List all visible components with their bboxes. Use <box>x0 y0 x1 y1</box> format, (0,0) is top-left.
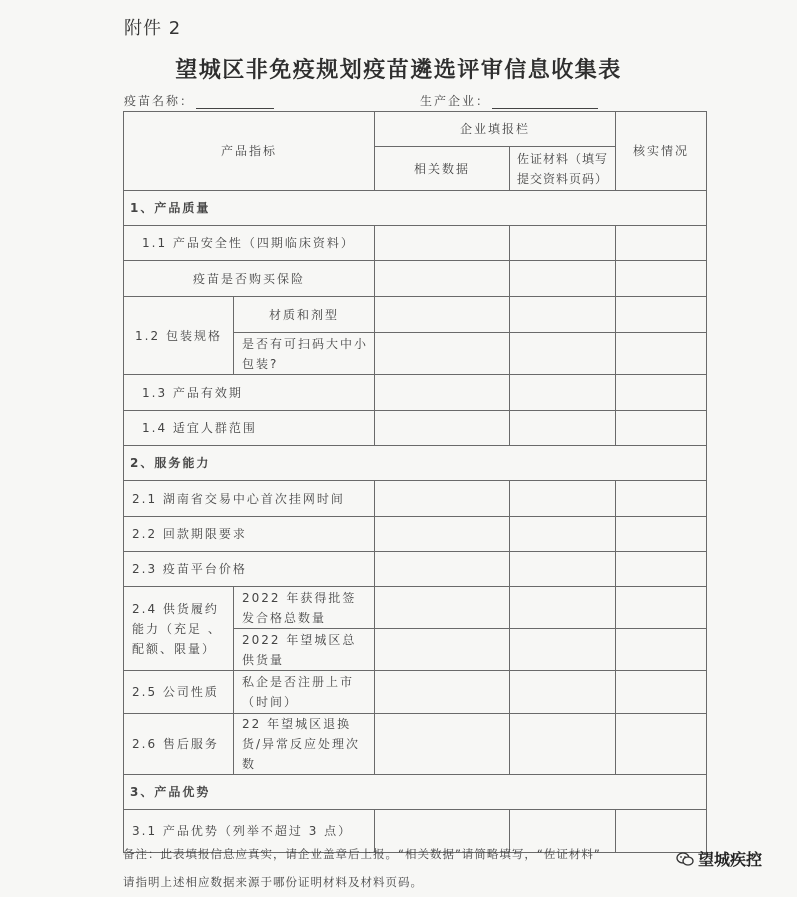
cell-blank <box>375 517 510 552</box>
cell-blank <box>616 517 707 552</box>
cell-blank <box>510 297 616 333</box>
vaccine-name-label: 疫苗名称： <box>124 94 195 108</box>
cell-blank <box>375 481 510 517</box>
cell-blank <box>616 714 707 775</box>
row-insurance: 疫苗是否购买保险 <box>124 261 375 297</box>
watermark <box>676 847 762 870</box>
row-company-type: 2.5 公司性质 <box>124 671 234 714</box>
cell-blank <box>616 297 707 333</box>
row-listing-time: 2.1 湖南省交易中心首次挂网时间 <box>124 481 375 517</box>
row-target-population: 1.4 适宜人群范围 <box>124 411 375 446</box>
cell-blank <box>510 261 616 297</box>
wechat-icon <box>676 851 694 867</box>
manufacturer-blank <box>492 96 598 109</box>
row-packaging-scan: 是否有可扫码大中小包装? <box>234 333 375 375</box>
watermark-text: 望城疾控 <box>698 850 763 869</box>
row-batch-release-qty: 2022 年获得批签发合格总数量 <box>234 587 375 629</box>
cell-blank <box>375 297 510 333</box>
info-collection-table <box>123 111 707 853</box>
cell-blank <box>510 714 616 775</box>
note-line-2: 请指明上述相应数据来源于哪份证明材料及材料页码。 <box>123 875 423 889</box>
row-platform-price: 2.3 疫苗平台价格 <box>124 552 375 587</box>
cell-blank <box>616 226 707 261</box>
section-product-advantage: 3、产品优势 <box>124 775 707 810</box>
cell-blank <box>510 587 616 629</box>
row-safety: 1.1 产品安全性（四期临床资料） <box>124 226 375 261</box>
row-advantages: 3.1 产品优势（列举不超过 3 点） <box>124 810 375 853</box>
cell-blank <box>375 375 510 411</box>
cell-blank <box>375 714 510 775</box>
header-evidence: 佐证材料（填写提交资料页码） <box>510 147 616 191</box>
cell-blank <box>616 375 707 411</box>
manufacturer-field <box>420 92 598 109</box>
cell-blank <box>510 481 616 517</box>
cell-blank <box>510 375 616 411</box>
cell-blank <box>616 629 707 671</box>
section-service-capacity: 2、服务能力 <box>124 446 707 481</box>
cell-blank <box>616 587 707 629</box>
header-indicator: 产品指标 <box>124 112 375 191</box>
manufacturer-label: 生产企业： <box>420 94 491 108</box>
cell-blank <box>375 552 510 587</box>
document-title: 望城区非免疫规划疫苗遴选评审信息收集表 <box>175 57 622 83</box>
row-total-supply: 2022 年望城区总供货量 <box>234 629 375 671</box>
cell-blank <box>510 629 616 671</box>
cell-blank <box>375 226 510 261</box>
cell-blank <box>510 226 616 261</box>
row-supply-capacity: 2.4 供货履约能力（充足 、配额、限量） <box>124 587 234 671</box>
cell-blank <box>375 587 510 629</box>
row-packaging-material: 材质和剂型 <box>234 297 375 333</box>
header-verification: 核实情况 <box>616 112 707 191</box>
cell-blank <box>510 411 616 446</box>
cell-blank <box>375 261 510 297</box>
cell-blank <box>510 517 616 552</box>
section-product-quality: 1、产品质量 <box>124 191 707 226</box>
row-listed-status: 私企是否注册上市（时间） <box>234 671 375 714</box>
row-packaging: 1.2 包装规格 <box>124 297 234 375</box>
cell-blank <box>616 481 707 517</box>
cell-blank <box>510 333 616 375</box>
cell-blank <box>510 552 616 587</box>
cell-blank <box>375 671 510 714</box>
header-enterprise: 企业填报栏 <box>375 112 616 147</box>
cell-blank <box>616 333 707 375</box>
cell-blank <box>510 671 616 714</box>
attachment-label: 附件 2 <box>124 18 182 39</box>
cell-blank <box>375 629 510 671</box>
row-after-sales: 2.6 售后服务 <box>124 714 234 775</box>
row-payment-term: 2.2 回款期限要求 <box>124 517 375 552</box>
row-returns-count: 22 年望城区退换货/异常反应处理次数 <box>234 714 375 775</box>
cell-blank <box>375 333 510 375</box>
cell-blank <box>616 671 707 714</box>
row-shelf-life: 1.3 产品有效期 <box>124 375 375 411</box>
vaccine-name-blank <box>196 96 274 109</box>
cell-blank <box>616 411 707 446</box>
vaccine-name-field <box>124 92 274 109</box>
cell-blank <box>375 411 510 446</box>
cell-blank <box>616 261 707 297</box>
note-line-1: 备注：此表填报信息应真实，请企业盖章后上报。“相关数据”请简略填写，“佐证材料” <box>123 847 601 861</box>
header-related-data: 相关数据 <box>375 147 510 191</box>
cell-blank <box>616 552 707 587</box>
